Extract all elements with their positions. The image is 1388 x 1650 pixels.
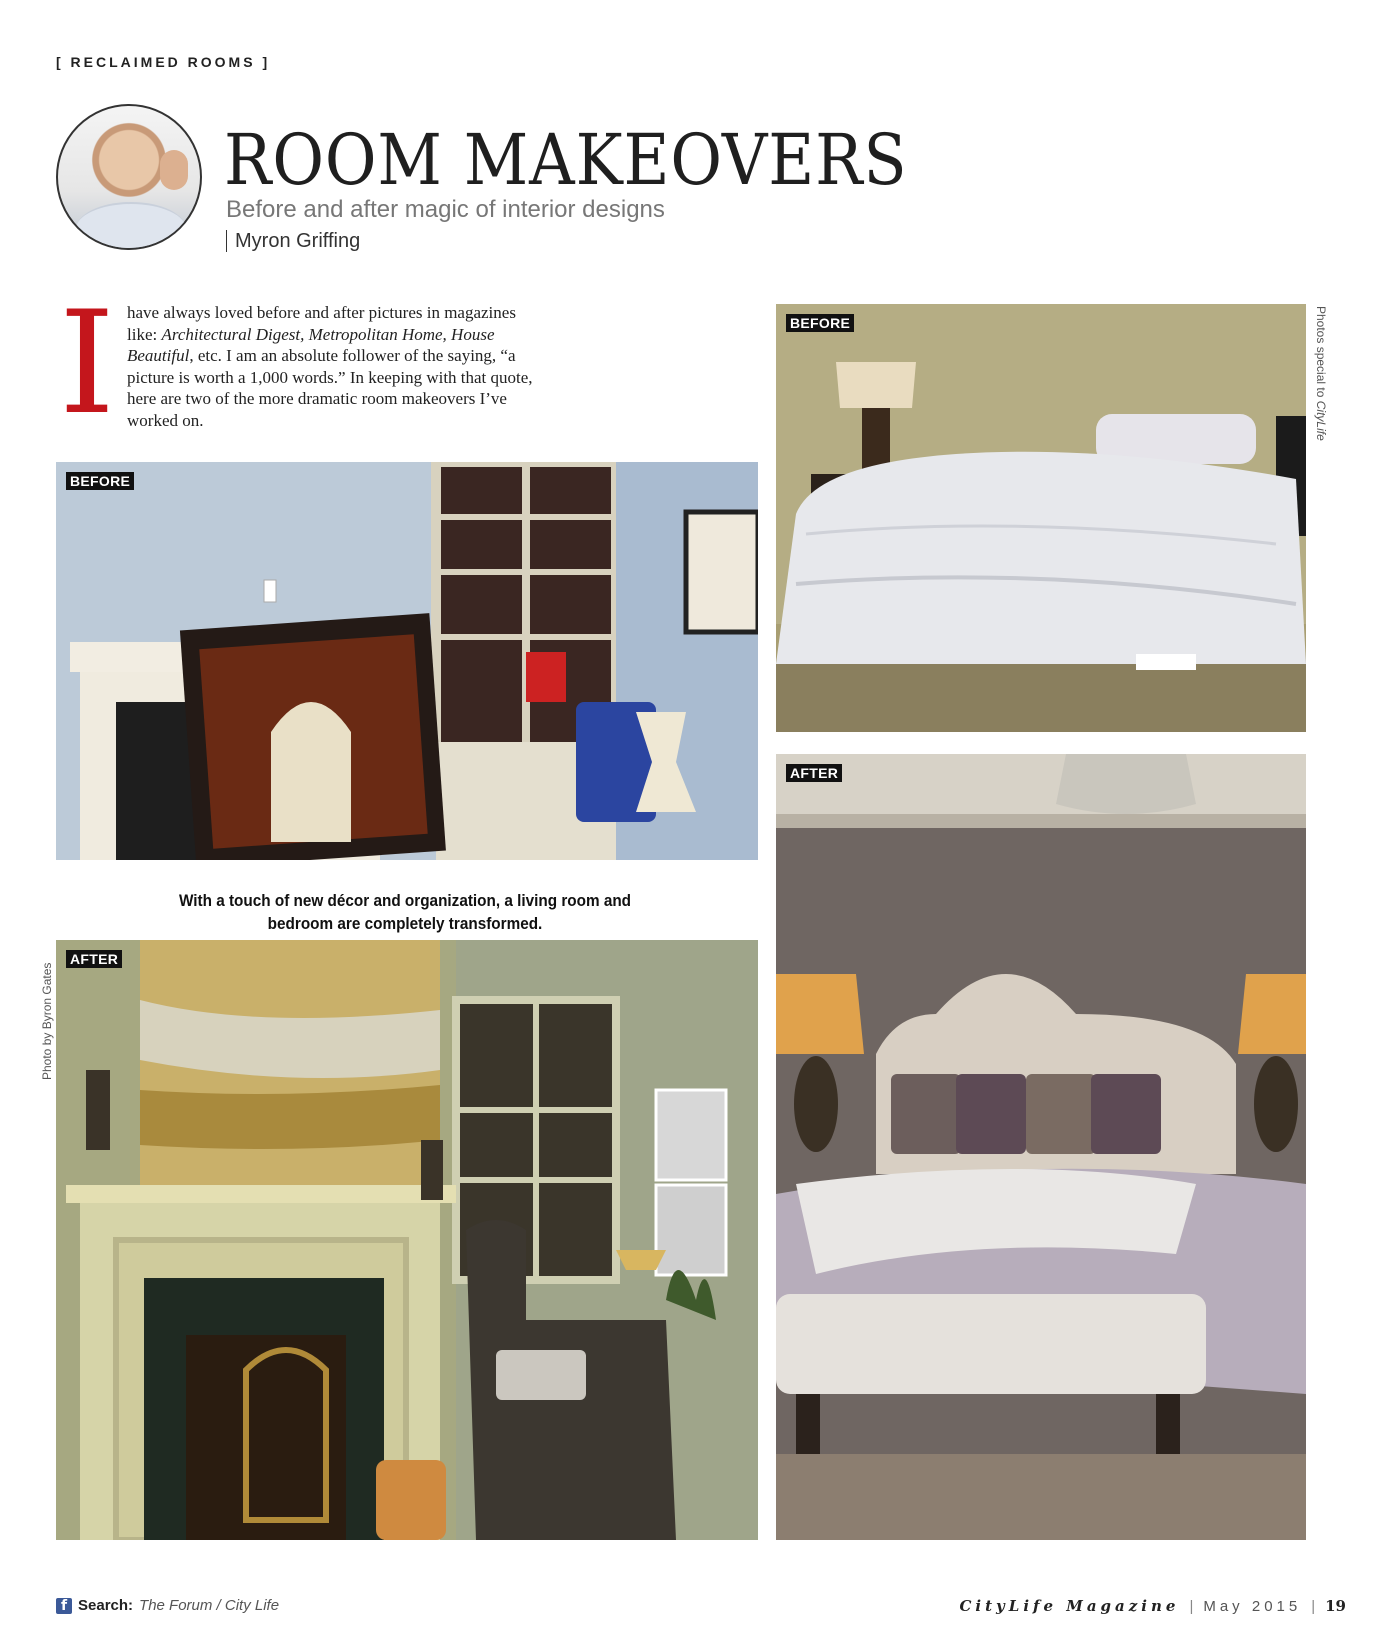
intro-text-2: , etc. I am an absolute follower of the saying, “a picture is worth a 1,000 words.” In keeping with that quote, here are two of the more dramatic room makeovers I’ve worked on. [127,346,533,430]
footer-separator-2: | [1311,1598,1316,1615]
bedroom-before-photo [776,304,1306,732]
avatar-shirt [76,202,186,250]
drop-cap: I [58,281,116,446]
page-subtitle: Before and after magic of interior designs [226,196,665,223]
footer-search-label: Search: [78,1597,134,1614]
avatar-hand [160,150,188,190]
photo-caption: With a touch of new décor and organization, a living room and bedroom are completely transformed. [178,891,632,933]
photo-credit-right-prefix: Photos special to [1314,306,1328,401]
photo-credit-right-brand: CityLife [1314,400,1328,441]
footer-search-value: The Forum / City Life [139,1597,280,1614]
photo-credit-left: Photo by Byron Gates [40,962,54,1080]
bedroom-after-badge: AFTER [786,764,842,782]
living-room-after-photo [56,940,758,1540]
footer-separator: | [1189,1598,1194,1615]
living-after-badge: AFTER [66,950,122,968]
footer-magazine: CityLife Magazine [959,1597,1180,1615]
author-byline: Myron Griffing [226,230,360,252]
intro-paragraph [127,302,547,431]
intro-text-1: have always loved before and after pictures in magazines like: [127,303,516,344]
facebook-icon: f [56,1598,72,1614]
living-before-badge: BEFORE [66,472,134,490]
footer-folio [959,1597,1346,1615]
author-avatar [56,104,202,250]
page-number: 19 [1325,1597,1346,1615]
bedroom-before-badge: BEFORE [786,314,854,332]
bedroom-after-photo [776,754,1306,1540]
living-room-before-photo [56,462,758,860]
page-title: ROOM MAKEOVERS [224,119,908,201]
section-tag: [ RECLAIMED ROOMS ] [56,54,271,70]
intro-magazines: Architectural Digest, Metropolitan Home, House Beautiful [127,324,495,365]
footer-date: May 2015 [1203,1598,1302,1615]
photo-credit-right [1314,306,1328,441]
footer-search [56,1597,279,1614]
